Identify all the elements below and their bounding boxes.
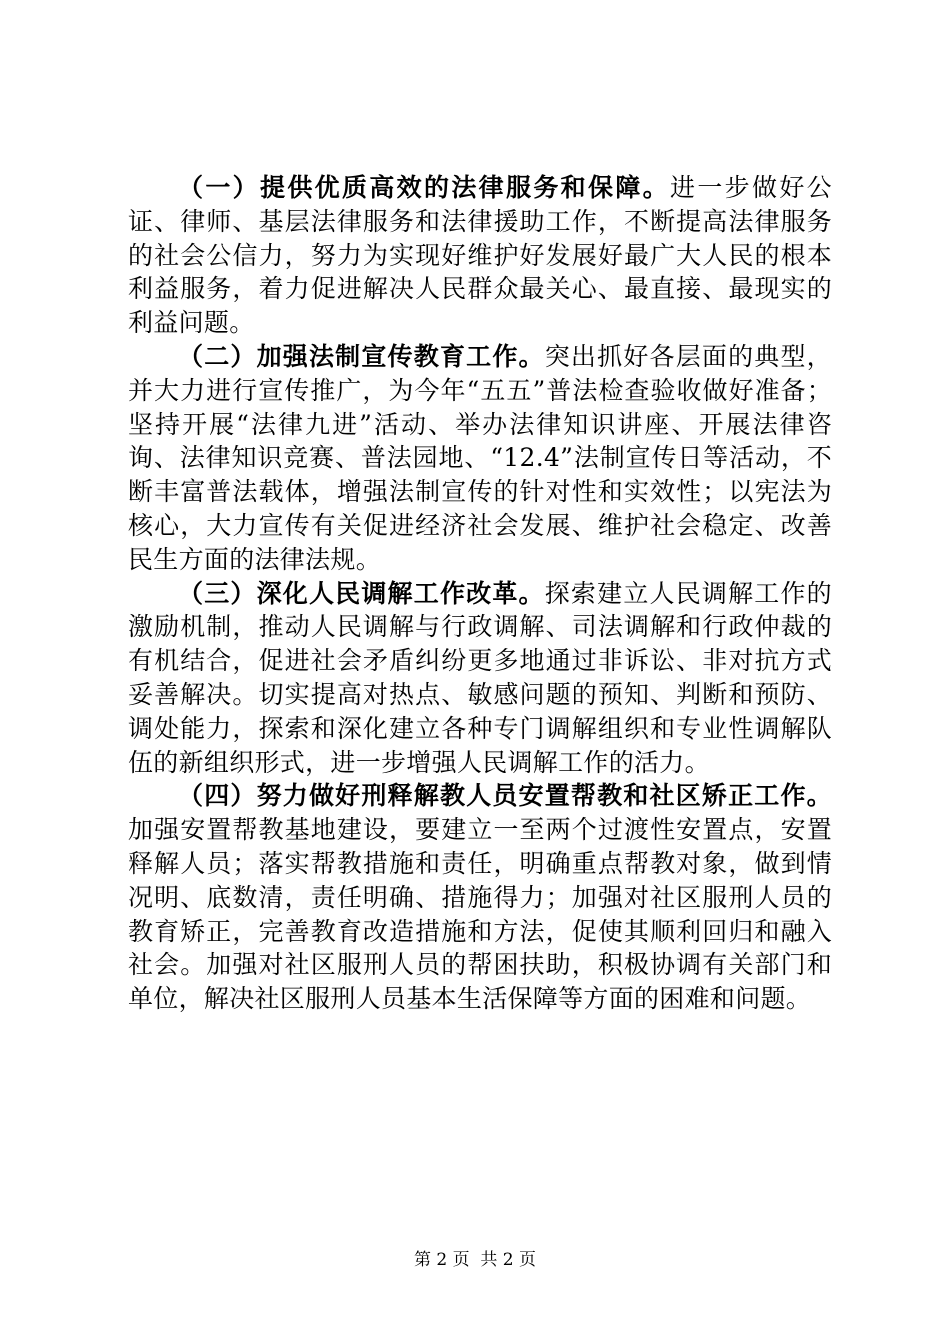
paragraph-text: 进一步做好公证、律师、基层法律服务和法律援助工作，不断提高法律服务的社会公信力，努力为实现好维护好发展好最广大人民的根本利益服务，着力促进解决人民群众最关心、最直接、最现实的利益问题。 bbox=[128, 173, 832, 338]
paragraph-legal-education bbox=[128, 340, 832, 577]
paragraph-heading: （四）努力做好刑释解教人员安置帮教和社区矫正工作。 bbox=[178, 781, 832, 811]
paragraph-community-correction bbox=[128, 779, 832, 1016]
document-body bbox=[128, 171, 832, 1016]
paragraph-text: 探索建立人民调解工作的激励机制，推动人民调解与行政调解、司法调解和行政仲裁的有机结合，促进社会矛盾纠纷更多地通过非诉讼、非对抗方式妥善解决。切实提高对热点、敏感问题的预知、判断和预防、调处能力，探索和深化建立各种专门调解组织和专业性调解队伍的新组织形式，进一步增强人民调解工作的活力。 bbox=[128, 578, 832, 777]
page-number-label: 第 2 页 共 2 页 bbox=[413, 1250, 537, 1270]
paragraph-legal-services bbox=[128, 171, 832, 340]
paragraph-heading: （二）加强法制宣传教育工作。 bbox=[178, 341, 545, 371]
page-footer bbox=[0, 1245, 950, 1270]
paragraph-heading: （三）深化人民调解工作改革。 bbox=[178, 578, 545, 608]
paragraph-mediation-reform bbox=[128, 577, 832, 780]
paragraph-text: 突出抓好各层面的典型，并大力进行宣传推广，为今年“五五”普法检查验收做好准备；坚持开展“法律九进”活动、举办法律知识讲座、开展法律咨询、法律知识竞赛、普法园地、“12.4”法制宣传日等活动，不断丰富普法载体，增强法制宣传的针对性和实效性；以宪法为核心，大力宣传有关促进经济社会发展、维护社会稳定、改善民生方面的法律法规。 bbox=[128, 341, 832, 574]
paragraph-text: 加强安置帮教基地建设，要建立一至两个过渡性安置点，安置释解人员；落实帮教措施和责任，明确重点帮教对象，做到情况明、底数清，责任明确、措施得力；加强对社区服刑人员的教育矫正，完善教育改造措施和方法，促使其顺利回归和融入社会。加强对社区服刑人员的帮困扶助，积极协调有关部门和单位，解决社区服刑人员基本生活保障等方面的困难和问题。 bbox=[128, 815, 832, 1014]
paragraph-heading: （一）提供优质高效的法律服务和保障。 bbox=[178, 173, 671, 202]
